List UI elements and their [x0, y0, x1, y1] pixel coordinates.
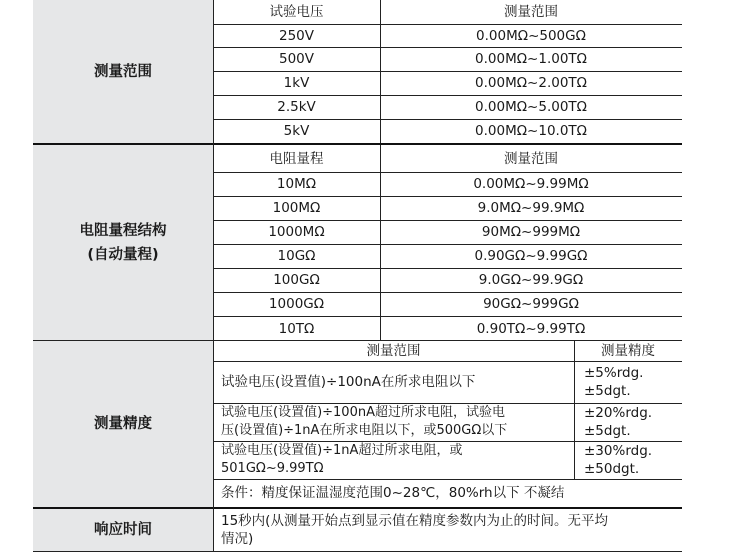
response-line: 情况): [221, 531, 254, 547]
label-text: 测量精度: [94, 416, 152, 432]
resistance-cell: 100MΩ: [272, 200, 321, 216]
range-cell: 90MΩ~999MΩ: [481, 224, 581, 240]
voltage-cell: 1kV: [283, 75, 310, 91]
voltage-cell: 500V: [278, 51, 314, 67]
accuracy-range-cell: [213, 403, 574, 441]
accuracy-value-cell: [574, 441, 682, 479]
section-label-response-time: [33, 509, 213, 551]
rule: [213, 244, 682, 245]
column-divider: [574, 341, 575, 479]
range-line: 试验电压(设置值)÷100nA超过所求电阻，试验电: [221, 405, 505, 420]
section-divider: [33, 507, 682, 509]
section-label-measure-range: [33, 0, 213, 143]
label-text: 测量范围: [94, 63, 152, 80]
rule: [213, 441, 682, 442]
range-cell: 9.0MΩ~99.9MΩ: [477, 200, 585, 216]
rule: [213, 268, 682, 269]
rule: [213, 220, 682, 221]
accuracy-range-cell: [213, 441, 574, 479]
rule: [213, 196, 682, 197]
label-line-2: (自动量程): [87, 247, 159, 263]
rule: [213, 172, 682, 173]
range-cell: 0.90GΩ~9.99GΩ: [474, 248, 588, 264]
accuracy-dgt: ±5dgt.: [584, 423, 631, 439]
range-line: 试验电压(设置值)÷100nA在所求电阻以下: [221, 374, 476, 390]
voltage-cell: 250V: [278, 27, 314, 44]
column-divider: [380, 0, 381, 143]
col-header-resistance-range: 电阻量程: [269, 150, 324, 167]
section-divider: [33, 340, 682, 341]
range-line: 压(设置值)÷1nA在所求电阻以下，或500GΩ以下: [221, 423, 508, 438]
response-time-text: [213, 509, 682, 551]
label-text: 响应时间: [94, 522, 152, 538]
range-cell: 0.00MΩ~500GΩ: [476, 27, 586, 44]
section-label-resistance-range: [33, 145, 213, 341]
rule: [213, 316, 682, 317]
range-cell: 0.90TΩ~9.99TΩ: [476, 320, 586, 337]
range-cell: 0.00MΩ~5.00TΩ: [475, 99, 587, 115]
rule: [213, 361, 682, 362]
col-header-measure-range: 测量范围: [504, 150, 558, 167]
accuracy-value-cell: [574, 403, 682, 441]
rule: [213, 479, 682, 480]
rule: [213, 119, 682, 120]
resistance-cell: 1000GΩ: [268, 296, 325, 312]
rule: [213, 71, 682, 72]
range-cell: 0.00MΩ~2.00TΩ: [475, 75, 587, 91]
rule: [213, 95, 682, 96]
resistance-cell: 10GΩ: [277, 248, 316, 264]
rule: [213, 292, 682, 293]
rule: [213, 24, 682, 25]
accuracy-dgt: ±5dgt.: [584, 383, 631, 399]
resistance-cell: 100GΩ: [273, 272, 320, 288]
range-line: 501GΩ~9.99TΩ: [221, 461, 324, 476]
range-cell: 0.00MΩ~1.00TΩ: [475, 51, 587, 67]
section-label-accuracy: [33, 341, 213, 507]
range-cell: 9.0GΩ~99.9GΩ: [478, 272, 584, 288]
resistance-cell: 10TΩ: [278, 320, 315, 337]
column-divider: [380, 145, 381, 340]
range-cell: 0.00MΩ~9.99MΩ: [473, 176, 589, 192]
rule: [213, 47, 682, 48]
accuracy-rdg: ±5%rdg.: [584, 365, 644, 381]
resistance-cell: 1000MΩ: [268, 224, 325, 240]
accuracy-condition: 条件：精度保证温湿度范围0~28℃，80%rh以下 不凝结: [221, 485, 565, 501]
range-cell: 90GΩ~999GΩ: [483, 296, 579, 312]
col-header-measure-range: 测量范围: [504, 4, 558, 20]
accuracy-rdg: ±30%rdg.: [584, 443, 653, 459]
range-line: 试验电压(设置值)÷1nA超过所求电阻，或: [221, 443, 463, 458]
col-header-test-voltage: 试验电压: [269, 4, 324, 20]
table-bottom-rule: [33, 551, 682, 552]
resistance-cell: 10MΩ: [276, 176, 317, 192]
col-header-measure-range: 测量范围: [366, 343, 421, 359]
accuracy-range-cell: [213, 361, 574, 403]
rule: [213, 403, 682, 404]
section-divider: [33, 143, 682, 145]
response-line: 15秒内(从测量开始点到显示值在精度参数内为止的时间。无平均: [221, 513, 608, 529]
accuracy-dgt: ±50dgt.: [584, 461, 640, 477]
label-column-divider: [213, 0, 214, 551]
accuracy-value-cell: [574, 361, 682, 403]
label-line-1: 电阻量程结构: [79, 223, 167, 239]
range-cell: 0.00MΩ~10.0TΩ: [475, 123, 587, 139]
accuracy-rdg: ±20%rdg.: [584, 405, 653, 421]
col-header-accuracy: 测量精度: [601, 343, 655, 359]
voltage-cell: 2.5kV: [277, 99, 316, 115]
voltage-cell: 5kV: [283, 123, 310, 139]
